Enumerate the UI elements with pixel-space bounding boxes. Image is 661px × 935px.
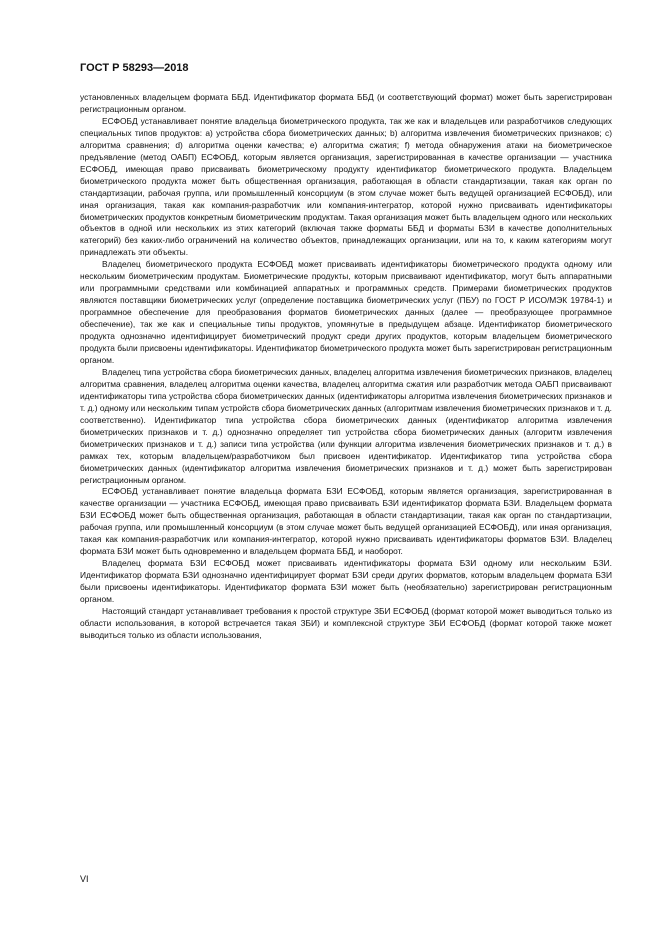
page-number: VI — [80, 874, 89, 884]
paragraph-6: Владелец формата БЗИ ЕСФОБД может присваивать идентификаторы формата БЗИ одному или нескольким БЗИ. Идентификатор формата БЗИ однозначно идентифицирует формат БЗИ среди других форматов, которым владельцем формата БЗИ были присвоены идентификаторы. Идентификатор формата БЗИ может быть (необязательно) зарегистрирован регистрационным органом. — [80, 558, 612, 605]
paragraph-3: Владелец биометрического продукта ЕСФОБД может присваивать идентификаторы биометрического продукта одному или нескольким биометрическим продуктам. Биометрические продукты, которым присваивают идентификатор, могут быть аппаратными или программными средствами или комбинацией аппаратных и программных средств. Примерами биометрических продуктов являются поставщики биометрических услуг (определение поставщика биометрических услуг (ПБУ) по ГОСТ Р ИСО/МЭК 19784-1) и программное обеспечение для преобразования форматов биометрических данных (далее — преобразующее программное обеспечение), так же как и специальные типы продуктов, упомянутые в предыдущем абзаце. Идентификатор биометрического продукта однозначно идентифицирует биометрический продукт среди других продуктов, которым владельцем биометрического продукта были присвоены идентификаторы. Идентификатор биометрического продукта может быть зарегистрирован регистрационным органом. — [80, 259, 612, 365]
paragraph-4: Владелец типа устройства сбора биометрических данных, владелец алгоритма извлечения биометрических признаков, владелец алгоритма сравнения, владелец алгоритма оценки качества, владелец алгоритма сжатия или разработчик метода ОАБП присваивают идентификаторы типа устройства сбора биометрических данных (идентификаторы алгоритма извлечения биометрических признаков и т. д.) одному или нескольким типам устройств сбора биометрических данных (алгоритмам извлечения биометрических признаков и т. д. соответственно). Идентификатор типа устройства сбора биометрических данных (идентификатор алгоритма извлечения биометрических признаков и т. д.) однозначно определяет тип устройства сбора биометрических данных (алгоритм извлечения биометрических признаков и т. д.) записи типа устройства (или функции алгоритма извлечения биометрических признаков и т. д.) в рамках тех, которым владельцем/разработчиком был присвоен идентификатор. Идентификатор типа устройства сбора биометрических данных (идентификатор алгоритма извлечения биометрических признаков и т. д.) может быть зарегистрирован регистрационным органом. — [80, 366, 612, 485]
paragraph-7: Настоящий стандарт устанавливает требования к простой структуре ЗБИ ЕСФОБД (формат которой может выводиться только из области использования, в которой встречается такая ЗБИ) и комплексной структуре ЗБИ ЕСФОБД (формат которой также может выводиться только из области использования, — [80, 605, 612, 640]
paragraph-1: установленных владельцем формата ББД. Идентификатор формата ББД (и соответствующий формат) может быть зарегистрирован регистрационным органом. — [80, 92, 612, 114]
paragraph-5: ЕСФОБД устанавливает понятие владельца формата БЗИ ЕСФОБД, которым является организация, зарегистрированная в качестве организации — участника ЕСФОБД, имеющая право присваивать БЗИ идентификатор формата БЗИ. Владельцем формата БЗИ ЕСФОБД может быть общественная организация, работающая в области стандартизации, такая как орган по стандартизации, рабочая группа, или промышленный консорциум (в этом случае может быть ведущей организацией ЕСФОБД), или иная организация, такая как компания-разработчик или компания-интегратор, которой нужно присваивать идентификаторы форматов БЗИ. Владелец формата БЗИ может быть одновременно и владельцем формата ББД, и наоборот. — [80, 486, 612, 557]
paragraph-2: ЕСФОБД устанавливает понятие владельца биометрического продукта, так же как и владельцев или разработчиков следующих специальных типов продуктов: a) устройства сбора биометрических данных; b) алгоритма извлечения биометрических признаков; c) алгоритма сравнения; d) алгоритма оценки качества; e) алгоритма сжатия; f) метода обнаружения атаки на биометрическое предъявление (метод ОАБП) ЕСФОБД, которым является организация, зарегистрированная в качестве организации — участника ЕСФОБД, имеющая право присваивать биометрическому продукту идентификатор биометрического продукта. Владельцем биометрического продукта может быть общественная организация, работающая в области стандартизации, такая как орган по стандартизации, рабочая группа, или промышленный консорциум (в этом случае может быть ведущей организацией ЕСФОБД), или иная организация, такая как компания-разработчик или компания-интегратор, которой нужно присваивать идентификаторы биометрических продуктов конкретным биометрическим продуктам. Такая организация может быть владельцем одного или нескольких объектов в одной или нескольких из этих категорий (включая также форматы ББД и форматы БЗИ в качестве дополнительных категорий) без каких-либо ограничений на количество объектов, принадлежащих организации, или на то, к каким категориям могут принадлежать эти объекты. — [80, 115, 612, 258]
document-body — [80, 92, 612, 642]
document-header: ГОСТ Р 58293—2018 — [80, 62, 189, 74]
